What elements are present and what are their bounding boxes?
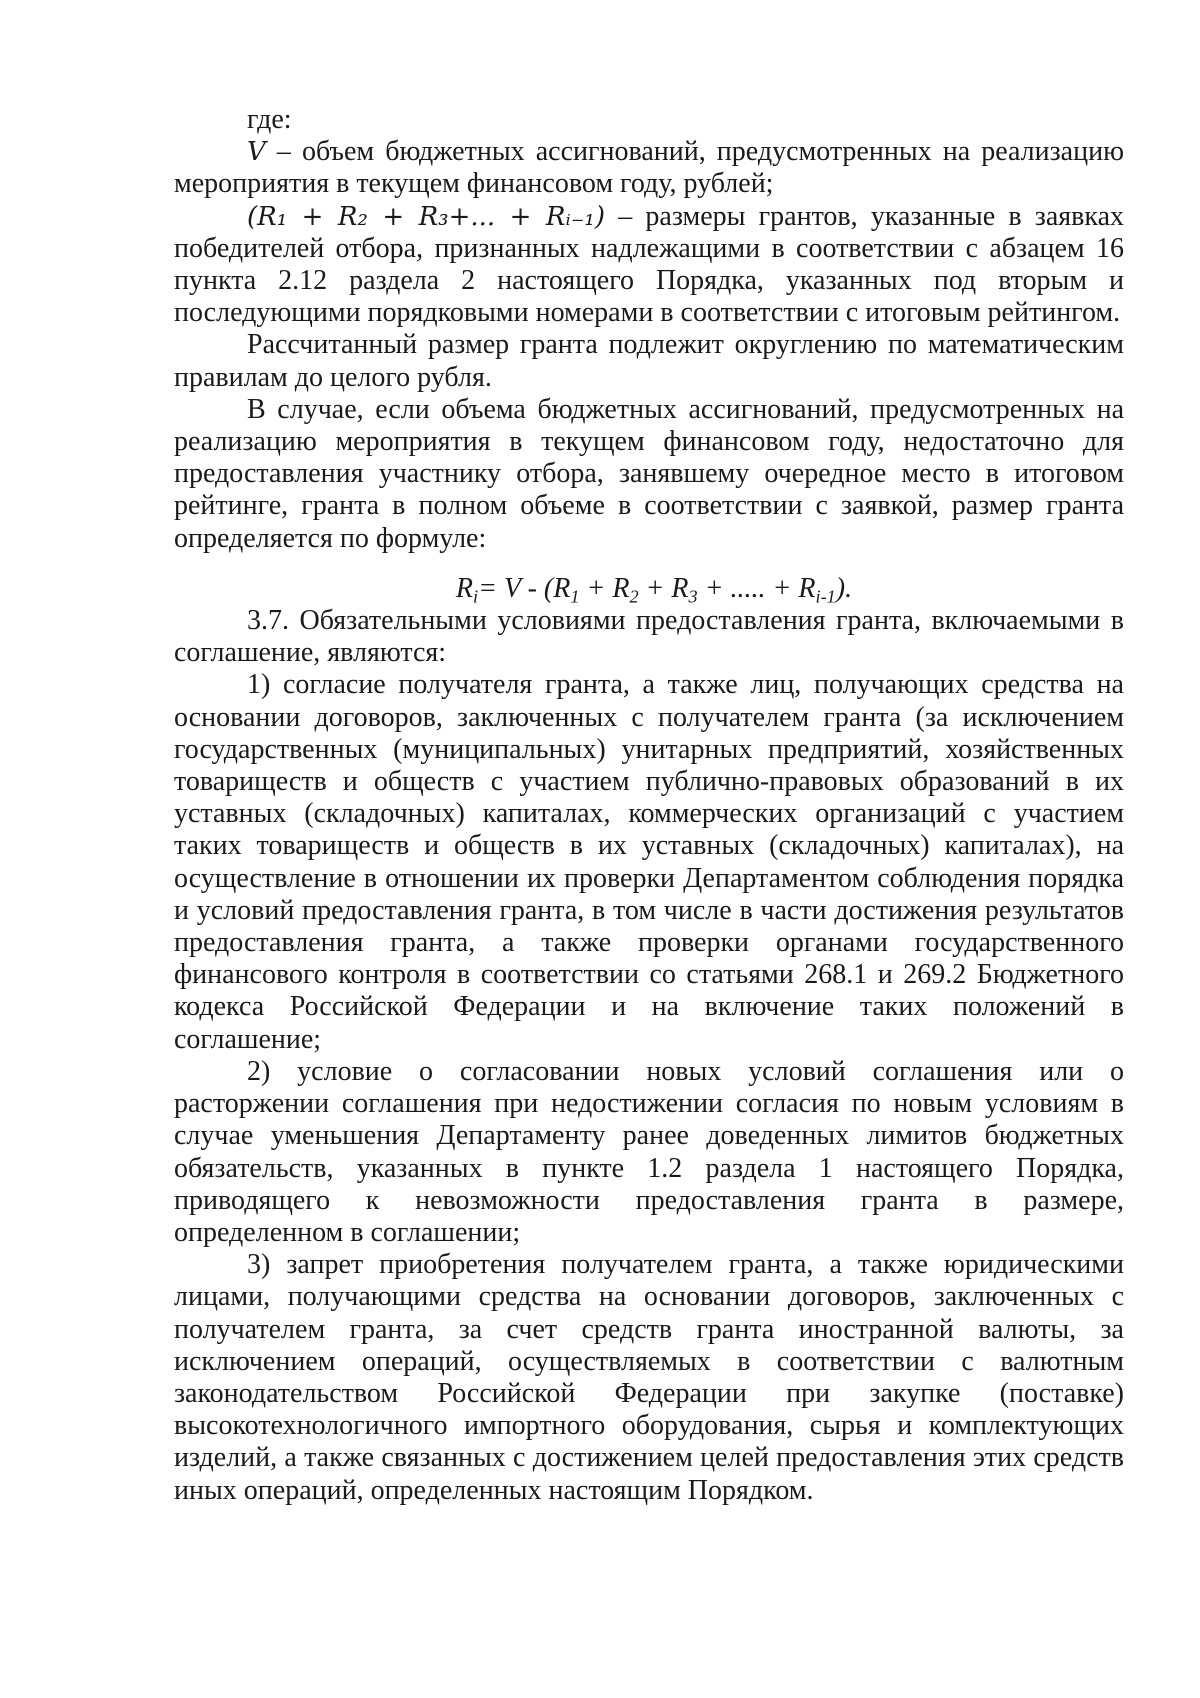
formula-eq: = V - (R	[478, 572, 571, 604]
sum-expression: (R₁ + R₂ + R₃+... + Rᵢ₋₁)	[247, 201, 605, 232]
formula-end: ).	[835, 572, 853, 604]
v-symbol: V	[247, 137, 266, 168]
condition-item-3: 3) запрет приобретения получателем гранта, а также юридическими лицами, получающими средства на основании договоров, заключенных с получателем гранта, за счет средств гранта иностранной валюты, за исключением операций, осуществляемых в соответствии с валютным законодательством Российской Федерации при закупке (поставке) высокотехнологичного импортного оборудования, сырья и комплектующих изделий, а также связанных с достижением целей предоставления этих средств иных операций, определенных настоящим Порядком.	[174, 1249, 1124, 1506]
where-text: где:	[247, 104, 292, 135]
sum-definition	[174, 201, 1124, 330]
formula-plus-1: + R	[579, 572, 630, 604]
formula-sub-2: 2	[629, 586, 639, 607]
condition-item-1: 1) согласие получателя гранта, а также лиц, получающих средства на основании договоров, заключенных с получателем гранта (за исключением государственных (муниципальных) унитарных предприятий, хозяйственных товариществ и обществ с участием публично-правовых образований в их уставных (складочных) капиталах, коммерческих организаций с участием таких товариществ и обществ в их уставных (складочных) капиталах), на осуществление в отношении их проверки Департаментом соблюдения порядка и условий предоставления гранта, в том числе в части достижения результатов предоставления гранта, а также проверки органами государственного финансового контроля в соответствии со статьями 268.1 и 269.2 Бюджетного кодекса Российской Федерации и на включение таких положений в соглашение;	[174, 669, 1124, 1055]
section-3-7-heading: 3.7. Обязательными условиями предоставления гранта, включаемыми в соглашение, являются:	[174, 605, 1124, 669]
insufficient-paragraph: В случае, если объема бюджетных ассигнований, предусмотренных на реализацию мероприятия в текущем финансовом году, недостаточно для предоставления участнику отбора, занявшему очередное место в итоговом рейтинге, гранта в полном объеме в соответствии с заявкой, размер гранта определяется по формуле:	[174, 393, 1124, 554]
where-line	[174, 104, 1124, 136]
grant-formula	[174, 573, 1124, 605]
sum-definition-text: – размеры грантов, указанные в заявках победителей отбора, признанных надлежащими в соответствии с абзацем 16 пункта 2.12 раздела 2 настоящего Порядка, указанных под вторым и последующими порядковыми номерами в соответствии с итоговым рейтингом.	[174, 200, 1124, 329]
formula-lhs-sub: i	[473, 586, 479, 607]
v-definition	[174, 136, 1124, 200]
formula-sub-3: 3	[688, 586, 698, 607]
formula-plus-3: + ..... + R	[697, 572, 816, 604]
document-page	[174, 104, 1124, 1507]
formula-sub-1: 1	[570, 586, 580, 607]
rounding-paragraph: Рассчитанный размер гранта подлежит округлению по математическим правилам до целого рубля.	[174, 329, 1124, 393]
formula-plus-2: + R	[638, 572, 689, 604]
formula-sub-4: i-1	[815, 586, 836, 607]
condition-item-2: 2) условие о согласовании новых условий соглашения или о расторжении соглашения при недостижении согласия по новым условиям в случае уменьшения Департаменту ранее доведенных лимитов бюджетных обязательств, указанных в пункте 1.2 раздела 1 настоящего Порядка, приводящего к невозможности предоставления гранта в размере, определенном в соглашении;	[174, 1055, 1124, 1248]
formula-lhs: R	[455, 572, 474, 604]
v-definition-text: – объем бюджетных ассигнований, предусмотренных на реализацию мероприятия в текущем финансовом году, рублей;	[174, 136, 1124, 200]
